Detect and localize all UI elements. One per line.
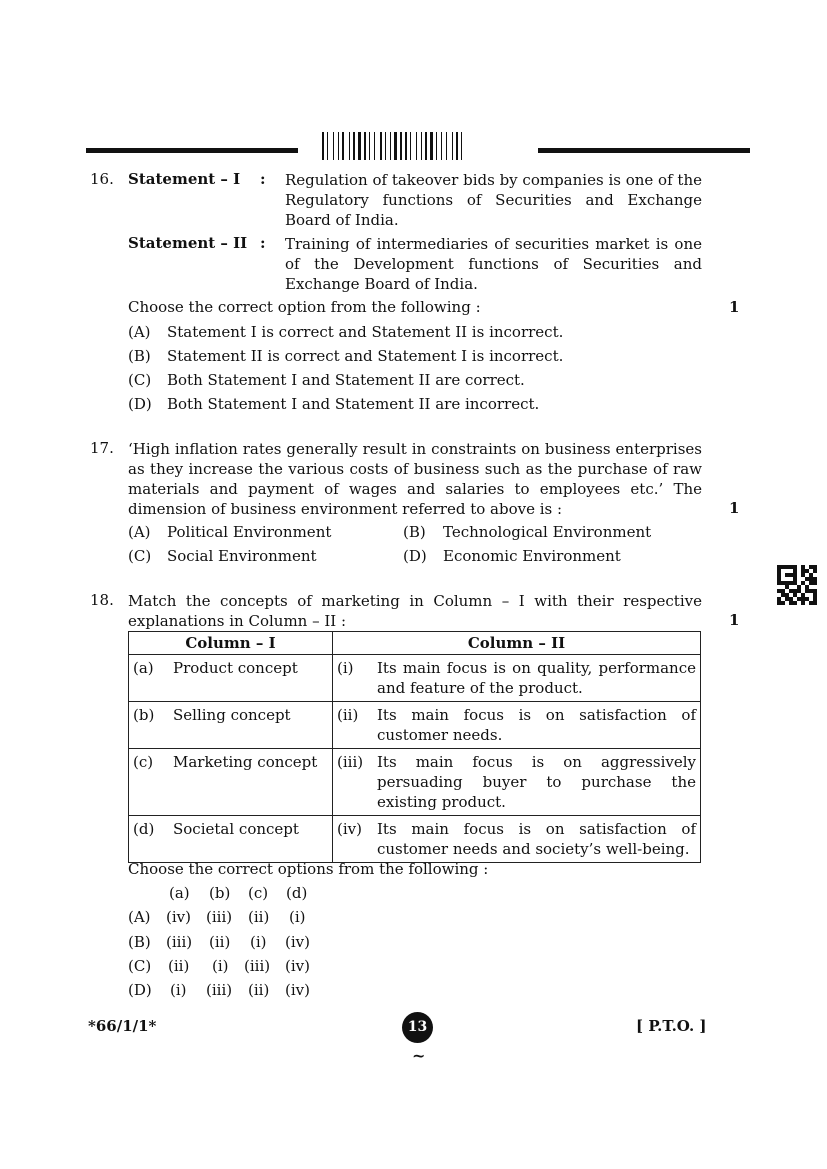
question-17-text: ‘High inflation rates generally result in constraints on business enterprises as they increase the various costs of business such as the purchase of raw materials and payment of wages and salaries to employees etc.’ The dimension of business environment referred to above is : <box>128 440 702 518</box>
concept-name: Selling concept <box>173 706 291 724</box>
column-1-header: Column – I <box>129 632 333 655</box>
q16-option-text: Both Statement I and Statement II are correct. <box>167 371 525 389</box>
answer-header-cell: (c) <box>248 884 269 902</box>
answer-cell: (i) <box>170 981 187 999</box>
q17-option-key: (A) <box>128 523 151 541</box>
header-rule-left <box>86 148 298 153</box>
question-17-number: 17. <box>90 439 114 457</box>
statement-2-text: Training of intermediaries of securities market is one of the Development functions of Securities and Exchange Board of India. <box>285 235 702 293</box>
answer-cell: (iii) <box>206 908 233 926</box>
statement-2-colon: : <box>260 234 266 252</box>
row-key: (c) <box>133 753 154 771</box>
explanation-text: Its main focus is on satisfaction of customer needs and society’s well-being. <box>377 820 696 858</box>
match-table <box>128 631 701 863</box>
tilde-mark: ~ <box>412 1046 426 1065</box>
q17-option-key: (D) <box>403 547 427 565</box>
page-number: 13 <box>402 1012 433 1043</box>
table-row <box>129 749 701 816</box>
q17-option-text: Political Environment <box>167 523 332 541</box>
question-18-text: Match the concepts of marketing in Column – I with their respective explanations in Column – II : <box>128 592 702 630</box>
q17-option-text: Social Environment <box>167 547 317 565</box>
q16-option-key: (B) <box>128 347 151 365</box>
explanation-key: (ii) <box>337 706 359 724</box>
question-16-prompt: Choose the correct option from the following : <box>128 298 481 316</box>
q17-option-text: Technological Environment <box>443 523 652 541</box>
q17-option-key: (C) <box>128 547 152 565</box>
statement-2-label: Statement – II <box>128 234 248 252</box>
barcode-icon <box>322 132 505 160</box>
question-16-marks: 1 <box>729 298 740 316</box>
table-row <box>129 816 701 863</box>
qr-code-icon <box>777 565 817 605</box>
answer-header-cell: (b) <box>209 884 231 902</box>
answer-cell: (iv) <box>285 957 310 975</box>
question-17-marks: 1 <box>729 499 740 517</box>
answer-cell: (i) <box>212 957 229 975</box>
concept-name: Societal concept <box>173 820 299 838</box>
column-2-header: Column – II <box>333 632 701 655</box>
question-16-number: 16. <box>90 170 114 188</box>
concept-name: Marketing concept <box>173 753 318 771</box>
pto-label: [ P.T.O. ] <box>636 1017 707 1035</box>
answer-cell: (iv) <box>166 908 191 926</box>
answer-option-key: (B) <box>128 933 151 951</box>
explanation-text: Its main focus is on satisfaction of customer needs. <box>377 706 696 744</box>
question-18-marks: 1 <box>729 611 740 629</box>
answer-cell: (ii) <box>248 908 270 926</box>
q16-option-key: (C) <box>128 371 152 389</box>
header-rule-right <box>538 148 750 153</box>
answer-option-key: (A) <box>128 908 151 926</box>
q16-option-text: Both Statement I and Statement II are incorrect. <box>167 395 540 413</box>
table-row <box>129 702 701 749</box>
answer-cell: (iii) <box>166 933 193 951</box>
question-18-prompt: Choose the correct options from the following : <box>128 860 489 878</box>
answer-cell: (i) <box>289 908 306 926</box>
q16-option-text: Statement I is correct and Statement II is incorrect. <box>167 323 564 341</box>
q17-option-text: Economic Environment <box>443 547 621 565</box>
explanation-text: Its main focus is on quality, performance and feature of the product. <box>377 659 696 697</box>
question-18-number: 18. <box>90 591 114 609</box>
q16-option-key: (A) <box>128 323 151 341</box>
concept-name: Product concept <box>173 659 298 677</box>
q16-option-text: Statement II is correct and Statement I is incorrect. <box>167 347 564 365</box>
paper-code: *66/1/1* <box>88 1017 157 1035</box>
answer-cell: (ii) <box>168 957 190 975</box>
row-key: (a) <box>133 659 154 677</box>
answer-cell: (ii) <box>248 981 270 999</box>
statement-1-colon: : <box>260 170 266 188</box>
answer-cell: (iv) <box>285 933 310 951</box>
statement-1-text: Regulation of takeover bids by companies is one of the Regulatory functions of Securities and Exchange Board of India. <box>285 171 702 229</box>
row-key: (b) <box>133 706 155 724</box>
answer-cell: (iii) <box>206 981 233 999</box>
explanation-key: (iii) <box>337 753 364 771</box>
statement-1-label: Statement – I <box>128 170 241 188</box>
answer-option-key: (D) <box>128 981 152 999</box>
explanation-key: (i) <box>337 659 354 677</box>
explanation-text: Its main focus is on aggressively persuading buyer to purchase the existing product. <box>377 753 696 811</box>
answer-header-cell: (a) <box>169 884 190 902</box>
answer-option-key: (C) <box>128 957 152 975</box>
q16-option-key: (D) <box>128 395 152 413</box>
q17-option-key: (B) <box>403 523 426 541</box>
answer-cell: (iv) <box>285 981 310 999</box>
table-row <box>129 655 701 702</box>
explanation-key: (iv) <box>337 820 362 838</box>
answer-cell: (i) <box>250 933 267 951</box>
row-key: (d) <box>133 820 155 838</box>
answer-cell: (iii) <box>244 957 271 975</box>
answer-cell: (ii) <box>209 933 231 951</box>
answer-header-cell: (d) <box>286 884 308 902</box>
